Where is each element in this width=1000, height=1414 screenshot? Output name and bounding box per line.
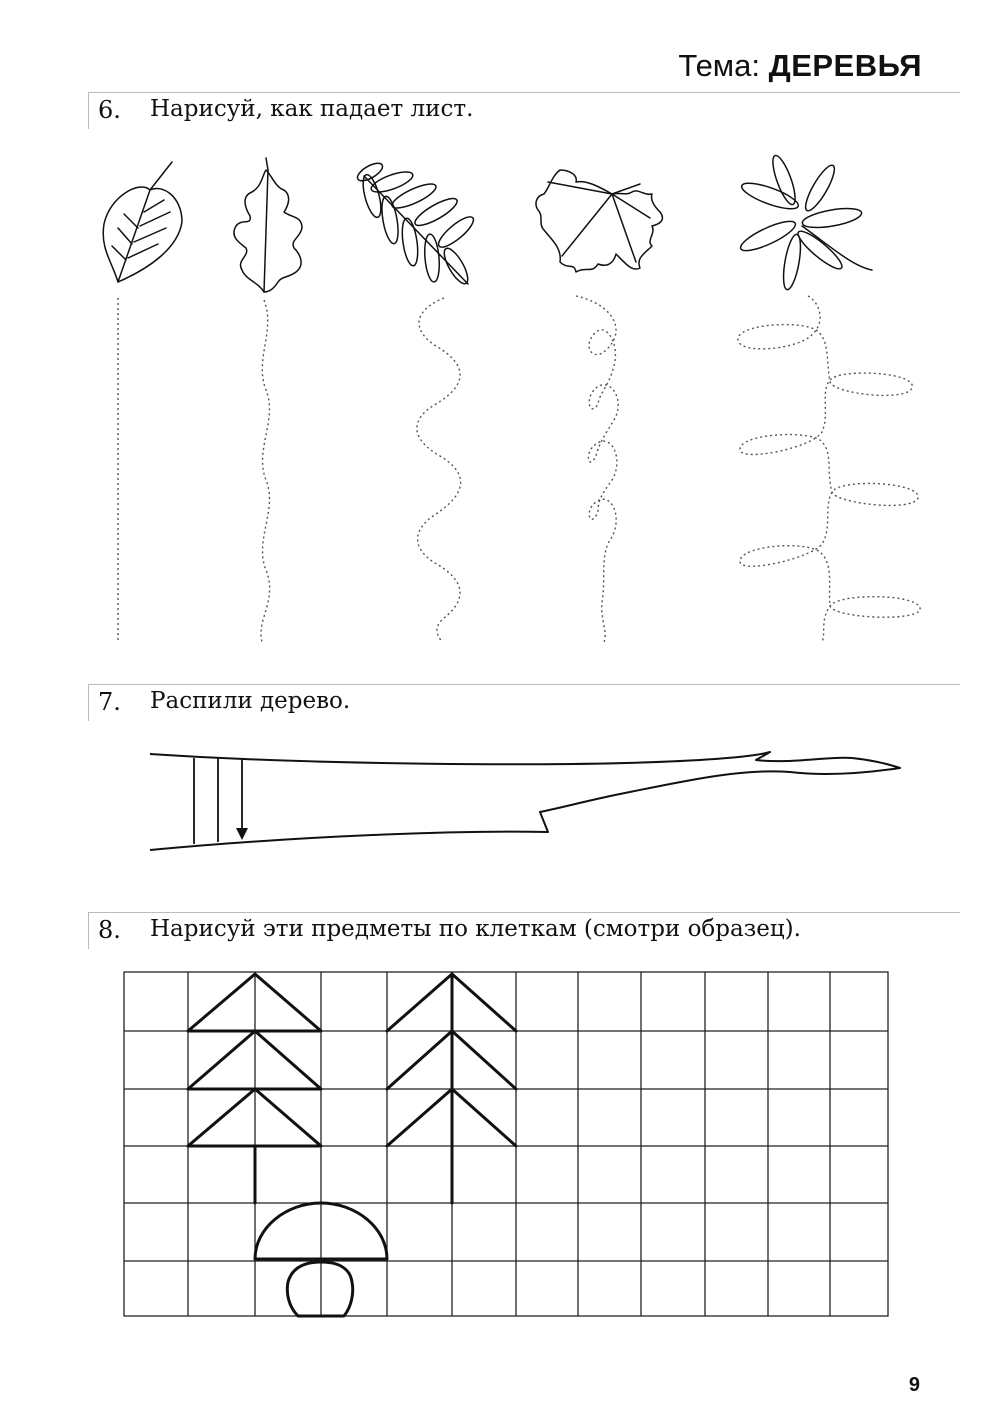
task-8-number: 8. [98, 916, 121, 944]
mushroom-stem [287, 1262, 352, 1316]
task-6-text: Нарисуй, как падает лист. [150, 96, 474, 122]
page-number: 9 [908, 1374, 920, 1396]
task-8-text: Нарисуй эти предметы по клеткам (смотри образец). [150, 916, 801, 942]
task-6-number: 6. [98, 96, 121, 124]
task-7-number: 7. [98, 688, 121, 716]
topic-value: ДЕРЕВЬЯ [768, 48, 922, 83]
topic-label: Тема: [678, 48, 760, 83]
task-7-text: Распили дерево. [150, 688, 351, 714]
